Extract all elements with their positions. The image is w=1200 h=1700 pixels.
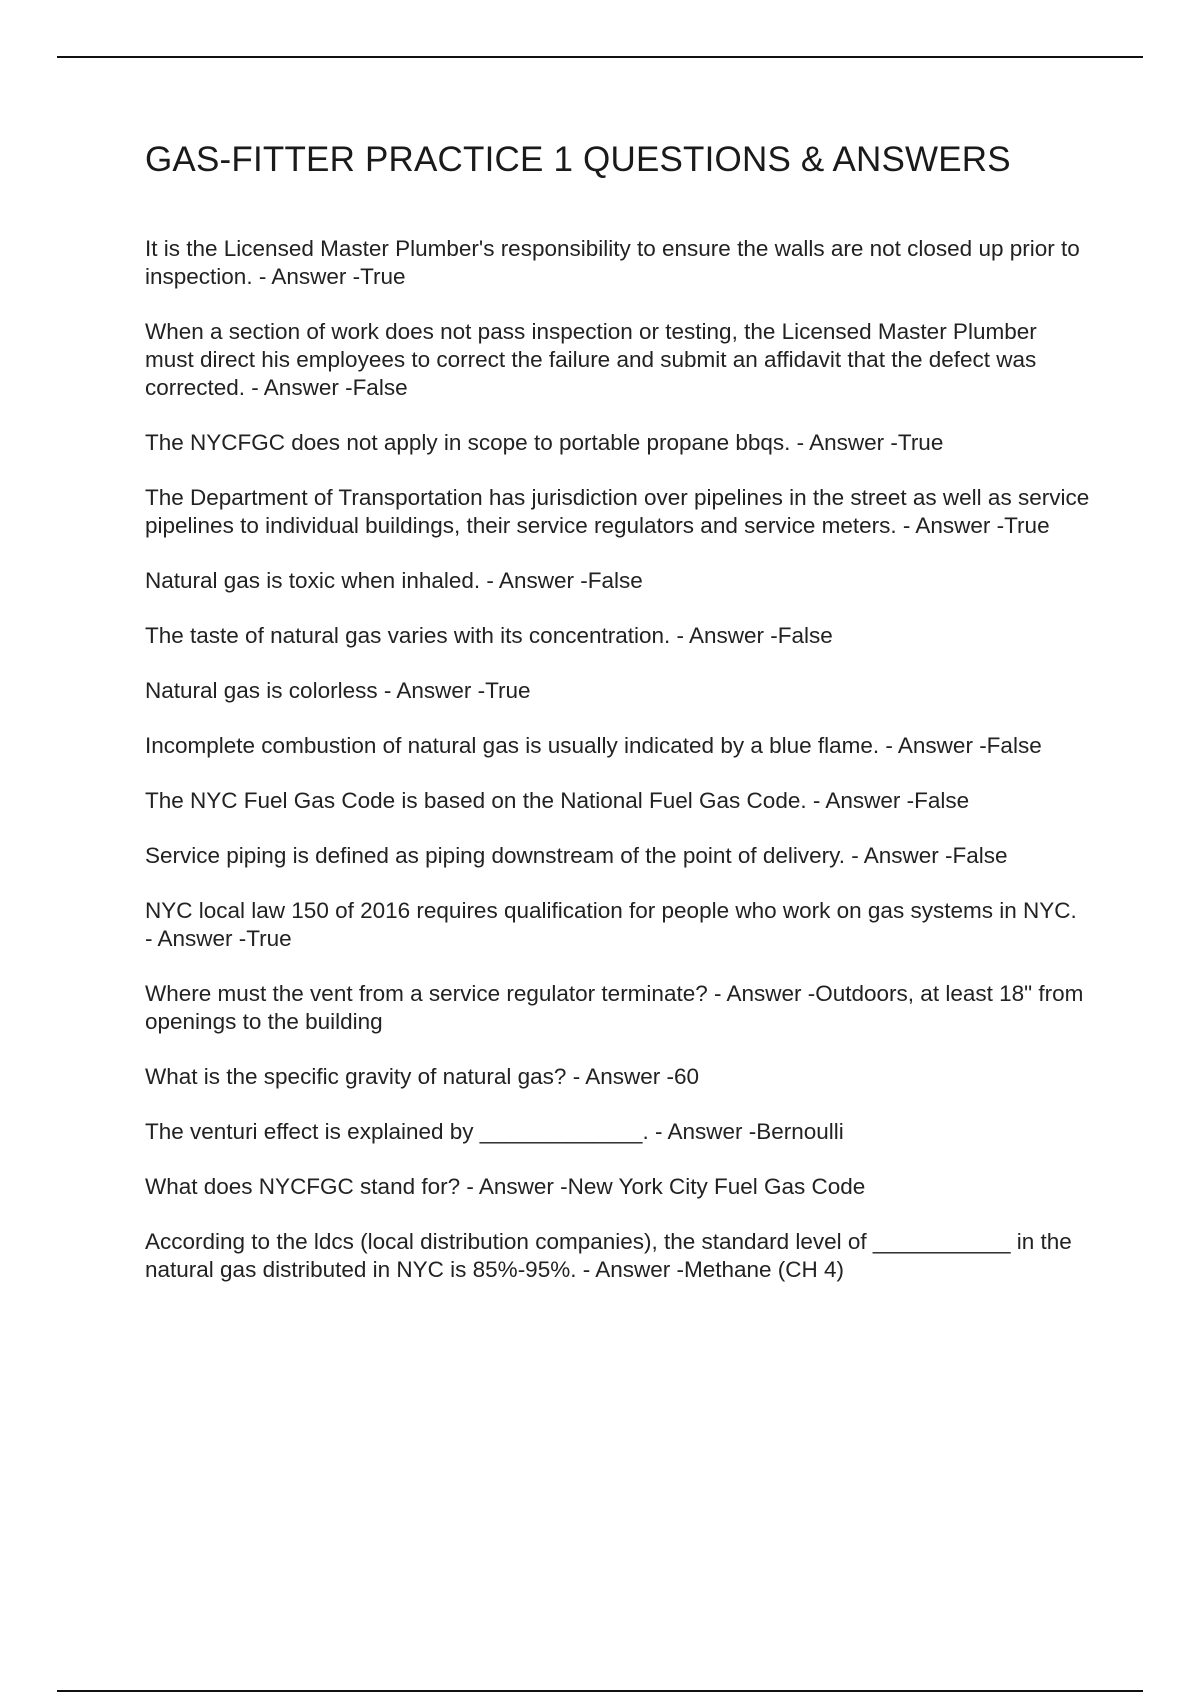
qa-item: The NYCFGC does not apply in scope to portable propane bbqs. - Answer -True xyxy=(145,430,944,455)
qa-item: NYC local law 150 of 2016 requires qualification for people who work on gas systems in NYC. - Answer -True xyxy=(145,898,1077,951)
page-title: GAS-FITTER PRACTICE 1 QUESTIONS & ANSWERS xyxy=(145,140,1011,179)
qa-item: What is the specific gravity of natural gas? - Answer -60 xyxy=(145,1064,699,1089)
qa-item: Natural gas is colorless - Answer -True xyxy=(145,678,531,703)
qa-item: The Department of Transportation has jurisdiction over pipelines in the street as well as service pipelines to individual buildings, their service regulators and service meters. - Answer -True xyxy=(145,485,1090,538)
qa-item: According to the ldcs (local distribution companies), the standard level of ___________ in the natural gas distributed in NYC is 85%-95%. - Answer -Methane (CH 4) xyxy=(145,1229,1072,1282)
qa-item: The NYC Fuel Gas Code is based on the National Fuel Gas Code. - Answer -False xyxy=(145,788,970,813)
qa-item: Incomplete combustion of natural gas is usually indicated by a blue flame. - Answer -False xyxy=(145,733,1042,758)
qa-list xyxy=(145,235,1090,1284)
qa-item: It is the Licensed Master Plumber's responsibility to ensure the walls are not closed up prior to inspection. - Answer -True xyxy=(145,236,1080,289)
top-rule xyxy=(57,56,1143,58)
qa-item: The venturi effect is explained by _____________. - Answer -Bernoulli xyxy=(145,1119,844,1144)
qa-item: When a section of work does not pass inspection or testing, the Licensed Master Plumber must direct his employees to correct the failure and submit an affidavit that the defect was corrected. - Answer -False xyxy=(145,319,1037,400)
qa-item: Service piping is defined as piping downstream of the point of delivery. - Answer -False xyxy=(145,843,1008,868)
qa-item: What does NYCFGC stand for? - Answer -New York City Fuel Gas Code xyxy=(145,1174,866,1199)
qa-item: Where must the vent from a service regulator terminate? - Answer -Outdoors, at least 18" from openings to the building xyxy=(145,981,1084,1034)
bottom-rule xyxy=(57,1690,1143,1692)
qa-item: Natural gas is toxic when inhaled. - Answer -False xyxy=(145,568,643,593)
document-body xyxy=(145,140,1090,1311)
qa-item: The taste of natural gas varies with its concentration. - Answer -False xyxy=(145,623,833,648)
